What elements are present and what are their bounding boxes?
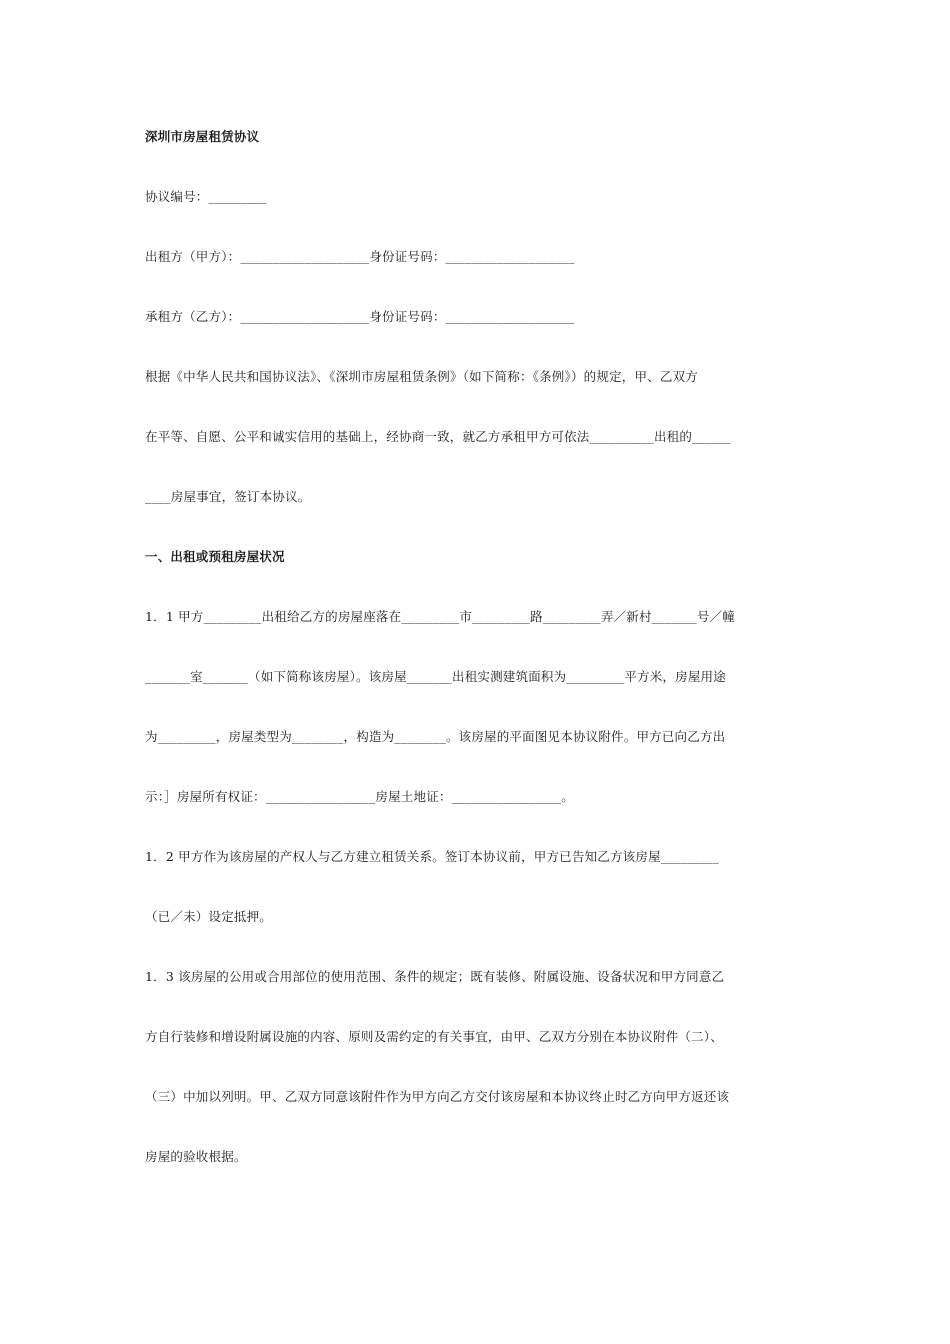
clause-1-3-line-2: 方自行装修和增设附属设施的内容、原则及需约定的有关事宜，由甲、乙双方分别在本协议附件（二）、 — [145, 1029, 723, 1044]
clause-1-3-line-4: 房屋的验收根据。 — [145, 1149, 247, 1164]
clause-1-2-line-1: 1．2 甲方作为该房屋的产权人与乙方建立租赁关系。签订本协议前，甲方已告知乙方该房屋_________ — [145, 849, 719, 864]
preamble-line-3: ____房屋事宜，签订本协议。 — [145, 489, 311, 504]
clause-1-3-line-1: 1．3 该房屋的公用或合用部位的使用范围、条件的规定；既有装修、附属设施、设备状况和甲方同意乙 — [145, 969, 725, 984]
document-title: 深圳市房屋租赁协议 — [145, 129, 260, 144]
lessor-line: 出租方（甲方）：____________________身份证号码：____________________ — [145, 249, 575, 264]
preamble-line-1: 根据《中华人民共和国协议法》、《深圳市房屋租赁条例》（如下简称：《条例》）的规定，甲、乙双方 — [145, 369, 698, 384]
clause-1-1-line-2: _______室_______（如下简称该房屋）。该房屋_______出租实测建筑面积为_________平方米，房屋用途 — [145, 669, 726, 684]
preamble-line-2: 在平等、自愿、公平和诚实信用的基础上，经协商一致，就乙方承租甲方可依法__________出租的______ — [145, 429, 731, 444]
clause-1-1-line-1: 1．1 甲方_________出租给乙方的房屋座落在_________市_________路_________弄／新村_______号／幢 — [145, 609, 735, 624]
clause-1-3-line-3: （三）中加以列明。甲、乙双方同意该附件作为甲方向乙方交付该房屋和本协议终止时乙方向甲方返还该 — [145, 1089, 730, 1104]
clause-1-1-line-3: 为_________，房屋类型为________，构造为________。该房屋的平面图见本协议附件。甲方已向乙方出 — [145, 729, 726, 744]
section-heading: 一、出租或预租房屋状况 — [145, 549, 285, 564]
clause-1-2-line-2: （已／未）设定抵押。 — [145, 909, 273, 924]
clause-1-1-line-4: 示：］房屋所有权证：_________________房屋土地证：_________________。 — [145, 789, 574, 804]
agreement-number-line: 协议编号：_________ — [145, 189, 267, 204]
lessee-line: 承租方（乙方）：____________________身份证号码：____________________ — [145, 309, 575, 324]
